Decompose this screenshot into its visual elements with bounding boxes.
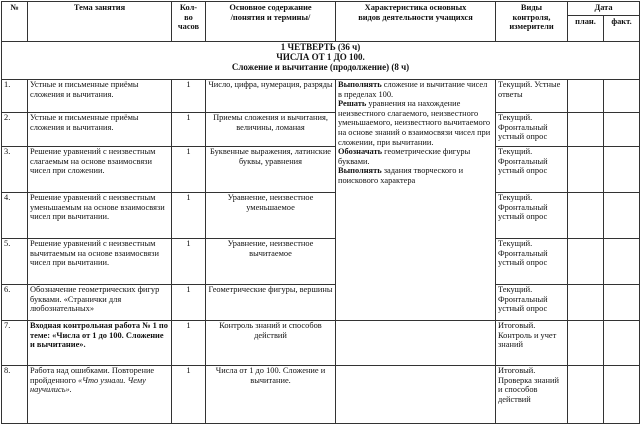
row-content: Число, цифра, нумерация, разряды (206, 80, 336, 113)
row-hours: 1 (172, 366, 206, 424)
row-plan (568, 321, 604, 366)
row-plan (568, 113, 604, 147)
header-content: Основное содержание /понятия и термины/ (206, 2, 336, 42)
row-hours: 1 (172, 285, 206, 321)
row-num: 7. (2, 321, 28, 366)
row-num: 5. (2, 239, 28, 285)
row-hours: 1 (172, 193, 206, 239)
row-num: 4. (2, 193, 28, 239)
row-plan (568, 239, 604, 285)
row-fact (604, 239, 640, 285)
row-fact (604, 147, 640, 193)
row-num: 6. (2, 285, 28, 321)
row-activities-empty (336, 366, 496, 424)
table-row (2, 321, 640, 366)
row-hours: 1 (172, 239, 206, 285)
row-content: Геометрические фигуры, вершины (206, 285, 336, 321)
row-content: Уравнение, неизвестное вычитаемое (206, 239, 336, 285)
row-fact (604, 366, 640, 424)
table-row (2, 285, 640, 321)
row-num: 8. (2, 366, 28, 424)
row-topic: Входная контрольная работа № 1 по теме: «Числа от 1 до 100. Сложение и вычитание». (28, 321, 172, 366)
row-fact (604, 193, 640, 239)
header-fact: факт. (604, 16, 640, 42)
row-control: Текущий. Фронтальный устный опрос (496, 113, 568, 147)
table-row (2, 80, 640, 113)
row-topic: Работа над ошибками. Повторение пройденного «Что узнали. Чему научились». (28, 366, 172, 424)
section-quarter: 1 ЧЕТВЕРТЬ (36 ч) (280, 42, 361, 52)
section-cell (2, 42, 640, 80)
row-fact (604, 321, 640, 366)
header-num: № (2, 2, 28, 42)
table-row (2, 193, 640, 239)
activity-1: Выполнять сложение и вычитание чисел в пределах 100. (338, 80, 488, 99)
row-plan (568, 193, 604, 239)
row-plan (568, 366, 604, 424)
row-control: Текущий. Фронтальный устный опрос (496, 147, 568, 193)
section-topic: Сложение и вычитание (продолжение) (8 ч) (231, 62, 410, 72)
row-topic: Решение уравнений с неизвестным уменьшаемым на основе взаимосвязи чисел при вычитании. (28, 193, 172, 239)
row-num: 3. (2, 147, 28, 193)
activity-3: Обозначать геометрические фигуры буквами. (338, 147, 471, 166)
row-activities-empty (336, 321, 496, 366)
activity-4: Выполнять задания творческого и поискового характера (338, 166, 464, 185)
row-control: Итоговый. Контроль и учет знаний (496, 321, 568, 366)
row-content: Контроль знаний и способов действий (206, 321, 336, 366)
row-content: Числа от 1 до 100. Сложение и вычитание. (206, 366, 336, 424)
section-numbers: ЧИСЛА ОТ 1 ДО 100. (276, 52, 365, 62)
row-plan (568, 80, 604, 113)
row-topic: Обозначение геометрических фигур буквами. «Странички для любознательных» (28, 285, 172, 321)
row-control: Текущий. Фронтальный устный опрос (496, 285, 568, 321)
table-row (2, 147, 640, 193)
row-hours: 1 (172, 113, 206, 147)
row-plan (568, 147, 604, 193)
activity-2: Решать уравнения на нахождение неизвестного слагаемого, неизвестного уменьшаемого, неизвестного вычитаемого на основе знаний о взаимосвязи чисел при сложении, при вычитании. (338, 99, 491, 147)
row-control: Текущий. Фронтальный устный опрос (496, 239, 568, 285)
table-row (2, 366, 640, 424)
header-hours: Кол- во часов (172, 2, 206, 42)
header-date: Дата (568, 2, 640, 16)
row-topic: Решение уравнений с неизвестным слагаемым на основе взаимосвязи чисел при сложении. (28, 147, 172, 193)
row-fact (604, 80, 640, 113)
lesson-plan-table (1, 1, 640, 424)
activities-cell (336, 80, 496, 321)
row-control: Текущий. Устные ответы (496, 80, 568, 113)
header-row (2, 2, 640, 16)
row-content: Приемы сложения и вычитания, величины, ломаная (206, 113, 336, 147)
table-row (2, 113, 640, 147)
row-content: Буквенные выражения, латинские буквы, уравнения (206, 147, 336, 193)
row-num: 1. (2, 80, 28, 113)
row-plan (568, 285, 604, 321)
row-control: Итоговый. Проверка знаний и способов действий (496, 366, 568, 424)
section-row (2, 42, 640, 80)
header-plan: план. (568, 16, 604, 42)
row-hours: 1 (172, 147, 206, 193)
row-control: Текущий. Фронтальный устный опрос (496, 193, 568, 239)
row-hours: 1 (172, 321, 206, 366)
row-hours: 1 (172, 80, 206, 113)
table-row (2, 239, 640, 285)
row-fact (604, 285, 640, 321)
row-topic: Устные и письменные приёмы сложения и вычитания. (28, 113, 172, 147)
header-topic: Тема занятия (28, 2, 172, 42)
row-topic: Решение уравнений с неизвестным вычитаемым на основе взаимосвязи чисел при вычитании. (28, 239, 172, 285)
row-content: Уравнение, неизвестное уменьшаемое (206, 193, 336, 239)
row-fact (604, 113, 640, 147)
row-num: 2. (2, 113, 28, 147)
row-topic: Устные и письменные приёмы сложения и вычитания. (28, 80, 172, 113)
header-activities: Характеристика основных видов деятельности учащихся (336, 2, 496, 42)
header-control: Виды контроля, измерители (496, 2, 568, 42)
